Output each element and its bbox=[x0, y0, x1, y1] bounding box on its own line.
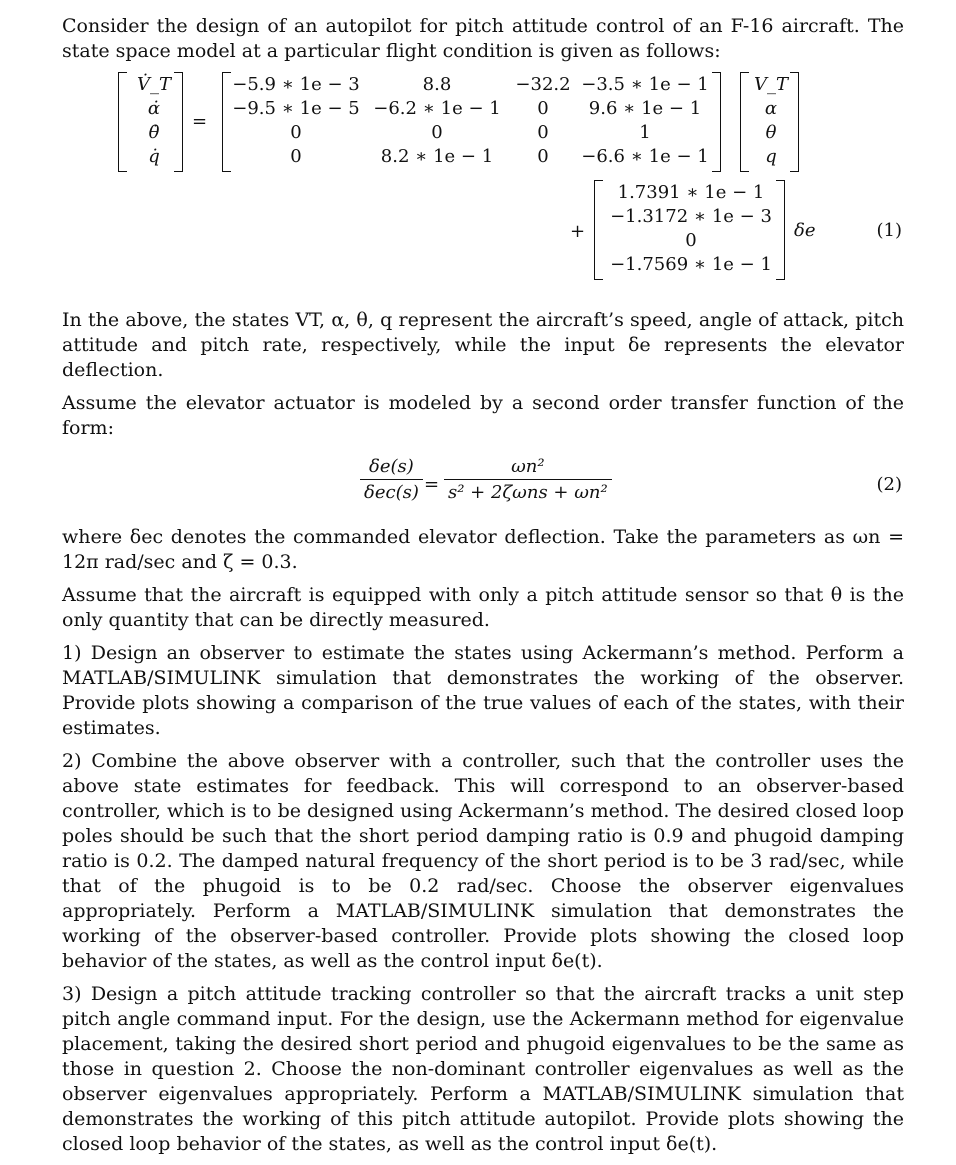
states-paragraph: In the above, the states VT, α, θ, q represent the aircraft’s speed, angle of attack, pitch attitude and pitch rate, respectively, while the input δe represents the elevator deflection. bbox=[62, 309, 904, 381]
a-cell: 8.8 bbox=[422, 74, 452, 95]
equals-sign: = bbox=[192, 111, 208, 132]
lhs-left-bracket bbox=[118, 72, 127, 172]
lhs-entry: θ̇ bbox=[148, 122, 160, 143]
state-vector bbox=[748, 73, 794, 169]
b-right-bracket bbox=[776, 180, 785, 280]
lhs-fraction bbox=[360, 455, 423, 506]
lhs-denominator: δec(s) bbox=[364, 482, 419, 503]
rhs-fraction bbox=[444, 455, 612, 506]
rhs-numerator: ωn² bbox=[444, 455, 612, 480]
state-entry: q bbox=[765, 146, 777, 167]
equation-number-2: (2) bbox=[876, 474, 902, 495]
intro-paragraph: Consider the design of an autopilot for pitch attitude control of an F-16 aircraft. The state space model at a particular flight condition is given as follows: bbox=[62, 15, 904, 62]
a-cell: 0 bbox=[431, 122, 443, 143]
a-matrix-col-1 bbox=[228, 73, 364, 169]
input-symbol: δe bbox=[794, 220, 816, 241]
a-cell: −3.5 ∗ 1e − 1 bbox=[581, 74, 709, 95]
actuator-paragraph: Assume the elevator actuator is modeled by a second order transfer function of the form: bbox=[62, 392, 904, 439]
a-matrix-col-3 bbox=[512, 73, 574, 169]
equals-sign-2: = bbox=[424, 474, 440, 495]
a-cell: −6.2 ∗ 1e − 1 bbox=[373, 98, 501, 119]
a-cell: 1 bbox=[639, 122, 651, 143]
a-cell: 0 bbox=[290, 146, 302, 167]
a-cell: −32.2 bbox=[515, 74, 571, 95]
lhs-entry: α̇ bbox=[147, 98, 161, 119]
question-3: 3) Design a pitch attitude tracking controller so that the aircraft tracks a unit step pitch angle command input. For the design, use the Ackermann method for eigenvalue placement, taking the desired short period and phugoid eigenvalues to be the same as those in question 2. Choose the non-dominant controller eigenvalues as well as the observer eigenvalues appropriately. Perform a MATLAB/SIMULINK simulation that demonstrates the working of this pitch attitude autopilot. Provide plots showing the closed loop behavior of the states, as well as the control input δe(t). bbox=[62, 983, 904, 1155]
a-matrix-right-bracket bbox=[712, 72, 721, 172]
a-cell: 0 bbox=[537, 122, 549, 143]
equation-number-1: (1) bbox=[876, 220, 902, 241]
state-space-equation bbox=[62, 72, 904, 290]
actuator-transfer-function bbox=[62, 449, 904, 519]
lhs-entry: V̇_T bbox=[136, 74, 171, 95]
lhs-right-bracket bbox=[174, 72, 183, 172]
a-matrix-col-4 bbox=[578, 73, 712, 169]
b-entry: −1.3172 ∗ 1e − 3 bbox=[610, 206, 772, 227]
parameters-paragraph: where δec denotes the commanded elevator deflection. Take the parameters as ωn = 12π rad/sec and ζ = 0.3. bbox=[62, 526, 904, 573]
rhs-denominator: s² + 2ζωns + ωn² bbox=[448, 482, 608, 503]
a-cell: 0 bbox=[537, 146, 549, 167]
a-cell: 0 bbox=[290, 122, 302, 143]
lhs-vector bbox=[128, 73, 180, 169]
lhs-numerator: δe(s) bbox=[360, 455, 423, 480]
state-entry: θ bbox=[765, 122, 777, 143]
a-cell: −6.6 ∗ 1e − 1 bbox=[581, 146, 709, 167]
b-entry: 1.7391 ∗ 1e − 1 bbox=[617, 182, 765, 203]
problem-document bbox=[62, 14, 904, 1165]
question-2: 2) Combine the above observer with a controller, such that the controller uses the above state estimates for feedback. This will correspond to an observer-based controller, which is to be designed using Ackermann’s method. The desired closed loop poles should be such that the short period damping ratio is 0.9 and phugoid damping ratio is 0.2. The damped natural frequency of the short period is to be 3 rad/sec, while that of the phugoid is to be 0.2 rad/sec. Choose the observer eigenvalues appropriately. Perform a MATLAB/SIMULINK simulation that demonstrates the working of the observer-based controller. Provide plots showing the closed loop behavior of the states, as well as the control input δe(t). bbox=[62, 750, 904, 972]
a-cell: 8.2 ∗ 1e − 1 bbox=[380, 146, 494, 167]
b-entry: 0 bbox=[685, 230, 697, 251]
a-cell: 9.6 ∗ 1e − 1 bbox=[588, 98, 702, 119]
question-1: 1) Design an observer to estimate the states using Ackermann’s method. Perform a MATLAB/SIMULINK simulation that demonstrates the working of the observer. Provide plots showing a comparison of the true values of each of the states, with their estimates. bbox=[62, 642, 904, 739]
a-cell: −9.5 ∗ 1e − 5 bbox=[232, 98, 360, 119]
sensor-paragraph: Assume that the aircraft is equipped with only a pitch attitude sensor so that θ is the only quantity that can be directly measured. bbox=[62, 584, 904, 631]
state-entry: V_T bbox=[753, 74, 788, 95]
a-matrix-col-2 bbox=[368, 73, 506, 169]
a-cell: 0 bbox=[537, 98, 549, 119]
plus-sign: + bbox=[570, 221, 586, 242]
x-right-bracket bbox=[790, 72, 799, 172]
a-cell: −5.9 ∗ 1e − 3 bbox=[232, 74, 360, 95]
b-vector bbox=[602, 181, 780, 277]
lhs-entry: q̇ bbox=[148, 146, 160, 167]
state-entry: α bbox=[764, 98, 778, 119]
b-entry: −1.7569 ∗ 1e − 1 bbox=[610, 254, 772, 275]
